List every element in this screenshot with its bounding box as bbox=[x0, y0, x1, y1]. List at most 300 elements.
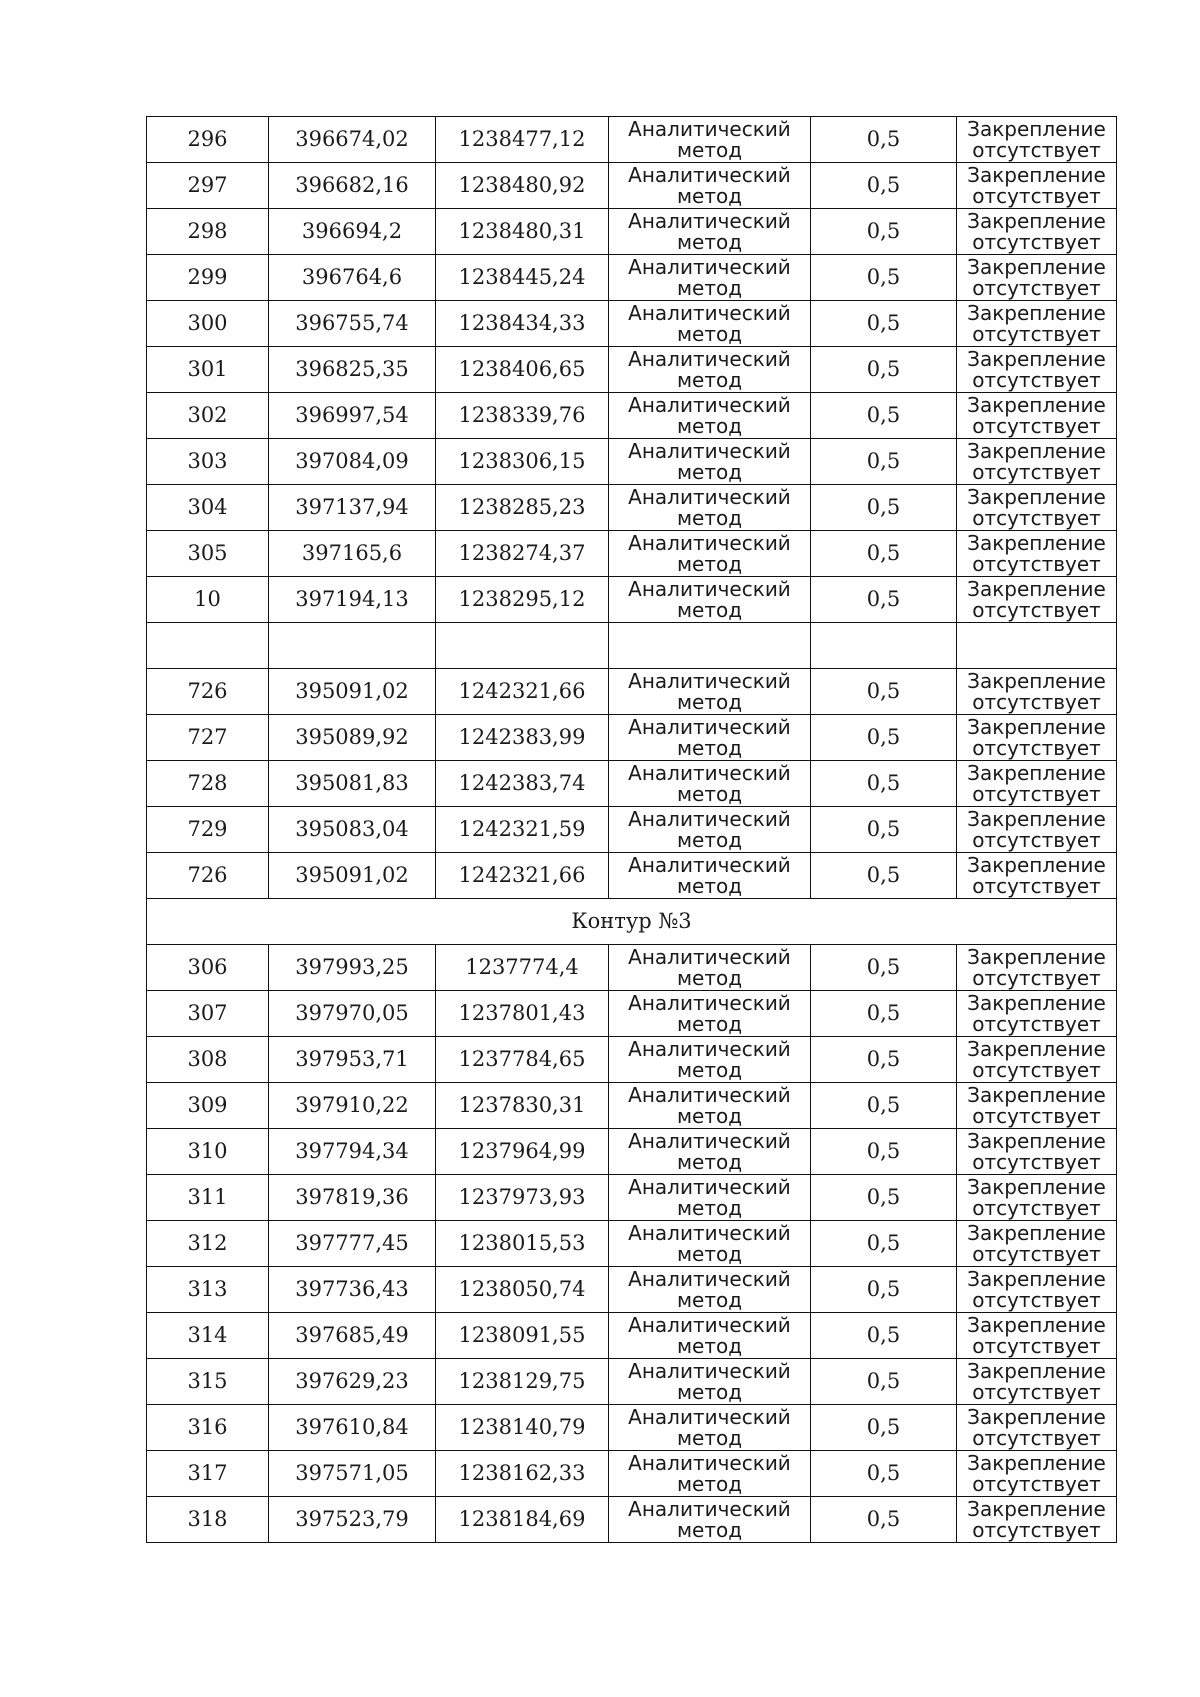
fixing-cell-line1: Закрепление bbox=[967, 1358, 1106, 1383]
fixing-cell-line2: отсутствует bbox=[972, 367, 1101, 392]
method-cell-line2: метод bbox=[676, 1195, 743, 1220]
fixing-cell bbox=[957, 945, 1117, 991]
point-number-cell bbox=[147, 1175, 269, 1221]
accuracy-cell bbox=[811, 1267, 957, 1313]
x-coordinate-cell bbox=[269, 209, 436, 255]
fixing-cell bbox=[957, 301, 1117, 347]
x-coordinate-cell bbox=[269, 577, 436, 623]
fixing-cell-line1: Закрепление bbox=[967, 668, 1106, 693]
fixing-cell-line1: Закрепление bbox=[967, 760, 1106, 785]
accuracy-cell-value: 0,5 bbox=[866, 1461, 901, 1485]
method-cell-line2: метод bbox=[676, 137, 743, 162]
point-number-cell bbox=[147, 1451, 269, 1497]
fixing-cell bbox=[957, 1313, 1117, 1359]
accuracy-cell bbox=[811, 1037, 957, 1083]
point-number-cell bbox=[147, 163, 269, 209]
fixing-cell-line1: Закрепление bbox=[967, 806, 1106, 831]
fixing-cell-line1: Закрепление bbox=[967, 300, 1106, 325]
method-cell bbox=[609, 1175, 811, 1221]
x-coordinate-cell bbox=[269, 1221, 436, 1267]
y-coordinate-cell-value: 1237973,93 bbox=[458, 1185, 586, 1209]
method-cell-line1: Аналитический bbox=[628, 990, 791, 1015]
method-cell-line2: метод bbox=[676, 413, 743, 438]
fixing-cell-line1: Закрепление bbox=[967, 990, 1106, 1015]
table-row bbox=[147, 301, 1117, 347]
x-coordinate-cell-value: 395081,83 bbox=[295, 771, 409, 795]
fixing-cell bbox=[957, 1359, 1117, 1405]
point-number-cell bbox=[147, 853, 269, 899]
y-coordinate-cell bbox=[436, 1405, 609, 1451]
fixing-cell-line2: отсутствует bbox=[972, 965, 1101, 990]
y-coordinate-cell bbox=[436, 1175, 609, 1221]
method-cell bbox=[609, 1405, 811, 1451]
fixing-cell-line1: Закрепление bbox=[967, 1266, 1106, 1291]
point-number-cell-value: 315 bbox=[187, 1369, 228, 1393]
fixing-cell-line1: Закрепление bbox=[967, 484, 1106, 509]
method-cell bbox=[609, 117, 811, 163]
method-cell-line1: Аналитический bbox=[628, 714, 791, 739]
table-row bbox=[147, 577, 1117, 623]
fixing-cell-line2: отсутствует bbox=[972, 1195, 1101, 1220]
y-coordinate-cell bbox=[436, 1313, 609, 1359]
x-coordinate-cell bbox=[269, 531, 436, 577]
point-number-cell-value: 728 bbox=[187, 771, 228, 795]
point-number-cell bbox=[147, 761, 269, 807]
y-coordinate-cell-value: 1238162,33 bbox=[458, 1461, 586, 1485]
accuracy-cell-value: 0,5 bbox=[866, 771, 901, 795]
fixing-cell-line2: отсутствует bbox=[972, 413, 1101, 438]
y-coordinate-cell-value: 1238184,69 bbox=[458, 1507, 586, 1531]
y-coordinate-cell bbox=[436, 255, 609, 301]
accuracy-cell-value: 0,5 bbox=[866, 679, 901, 703]
method-cell-line1: Аналитический bbox=[628, 1358, 791, 1383]
accuracy-cell-value: 0,5 bbox=[866, 173, 901, 197]
accuracy-cell bbox=[811, 439, 957, 485]
point-number-cell-value: 306 bbox=[187, 955, 228, 979]
fixing-cell-line2: отсутствует bbox=[972, 1517, 1101, 1542]
table-row bbox=[147, 209, 1117, 255]
accuracy-cell bbox=[811, 1083, 957, 1129]
x-coordinate-cell-value: 395083,04 bbox=[295, 817, 409, 841]
accuracy-cell bbox=[811, 1313, 957, 1359]
method-cell bbox=[609, 209, 811, 255]
method-cell bbox=[609, 347, 811, 393]
method-cell-line1: Аналитический bbox=[628, 1312, 791, 1337]
method-cell-line1: Аналитический bbox=[628, 1220, 791, 1245]
method-cell-line2: метод bbox=[676, 1103, 743, 1128]
fixing-cell bbox=[957, 117, 1117, 163]
fixing-cell-line2: отсутствует bbox=[972, 689, 1101, 714]
method-cell-line2: метод bbox=[676, 229, 743, 254]
method-cell-line2: метод bbox=[676, 1241, 743, 1266]
y-coordinate-cell-value: 1242321,66 bbox=[458, 679, 586, 703]
y-coordinate-cell-value: 1238015,53 bbox=[458, 1231, 586, 1255]
x-coordinate-cell-value: 397610,84 bbox=[295, 1415, 409, 1439]
fixing-cell bbox=[957, 1267, 1117, 1313]
accuracy-cell bbox=[811, 715, 957, 761]
method-cell-line1: Аналитический bbox=[628, 806, 791, 831]
fixing-cell-line1: Закрепление bbox=[967, 576, 1106, 601]
fixing-cell bbox=[957, 715, 1117, 761]
accuracy-cell-value: 0,5 bbox=[866, 1277, 901, 1301]
y-coordinate-cell bbox=[436, 439, 609, 485]
table-row bbox=[147, 991, 1117, 1037]
accuracy-cell bbox=[811, 301, 957, 347]
x-coordinate-cell-value: 396694,2 bbox=[301, 219, 403, 243]
table-row bbox=[147, 531, 1117, 577]
table-row bbox=[147, 1175, 1117, 1221]
fixing-cell-line2: отсутствует bbox=[972, 1149, 1101, 1174]
y-coordinate-cell bbox=[436, 761, 609, 807]
method-cell-line2: метод bbox=[676, 827, 743, 852]
x-coordinate-cell bbox=[269, 1359, 436, 1405]
accuracy-cell bbox=[811, 1175, 957, 1221]
fixing-cell-line1: Закрепление bbox=[967, 852, 1106, 877]
fixing-cell bbox=[957, 807, 1117, 853]
accuracy-cell bbox=[811, 1129, 957, 1175]
fixing-cell bbox=[957, 255, 1117, 301]
x-coordinate-cell-value: 396682,16 bbox=[295, 173, 409, 197]
x-coordinate-cell-value: 397953,71 bbox=[295, 1047, 409, 1071]
y-coordinate-cell-value: 1238306,15 bbox=[458, 449, 586, 473]
accuracy-cell-value: 0,5 bbox=[866, 1507, 901, 1531]
x-coordinate-cell-value: 397629,23 bbox=[295, 1369, 409, 1393]
x-coordinate-cell-value: 397777,45 bbox=[295, 1231, 409, 1255]
point-number-cell bbox=[147, 393, 269, 439]
fixing-cell-line2: отсутствует bbox=[972, 275, 1101, 300]
method-cell-line2: метод bbox=[676, 1149, 743, 1174]
method-cell-line2: метод bbox=[676, 1011, 743, 1036]
x-coordinate-cell-value: 397165,6 bbox=[301, 541, 403, 565]
method-cell bbox=[609, 761, 811, 807]
blank-cell bbox=[609, 623, 811, 669]
method-cell-line1: Аналитический bbox=[628, 484, 791, 509]
x-coordinate-cell-value: 396825,35 bbox=[295, 357, 409, 381]
x-coordinate-cell bbox=[269, 485, 436, 531]
x-coordinate-cell bbox=[269, 669, 436, 715]
table-row bbox=[147, 1037, 1117, 1083]
accuracy-cell bbox=[811, 163, 957, 209]
method-cell bbox=[609, 1037, 811, 1083]
point-number-cell-value: 302 bbox=[187, 403, 228, 427]
fixing-cell-line1: Закрепление bbox=[967, 254, 1106, 279]
blank-cell bbox=[147, 623, 269, 669]
method-cell bbox=[609, 853, 811, 899]
accuracy-cell-value: 0,5 bbox=[866, 955, 901, 979]
x-coordinate-cell bbox=[269, 945, 436, 991]
method-cell-line1: Аналитический bbox=[628, 576, 791, 601]
method-cell bbox=[609, 485, 811, 531]
y-coordinate-cell-value: 1238480,31 bbox=[458, 219, 586, 243]
x-coordinate-cell-value: 396674,02 bbox=[295, 127, 409, 151]
fixing-cell bbox=[957, 1405, 1117, 1451]
fixing-cell-line1: Закрепление bbox=[967, 1404, 1106, 1429]
point-number-cell-value: 308 bbox=[187, 1047, 228, 1071]
y-coordinate-cell bbox=[436, 393, 609, 439]
point-number-cell-value: 310 bbox=[187, 1139, 228, 1163]
point-number-cell-value: 317 bbox=[187, 1461, 228, 1485]
point-number-cell-value: 316 bbox=[187, 1415, 228, 1439]
fixing-cell bbox=[957, 1083, 1117, 1129]
table-row bbox=[147, 1129, 1117, 1175]
accuracy-cell bbox=[811, 1221, 957, 1267]
fixing-cell-line1: Закрепление bbox=[967, 1174, 1106, 1199]
method-cell-line1: Аналитический bbox=[628, 1266, 791, 1291]
accuracy-cell-value: 0,5 bbox=[866, 495, 901, 519]
y-coordinate-cell-value: 1237801,43 bbox=[458, 1001, 586, 1025]
point-number-cell bbox=[147, 807, 269, 853]
x-coordinate-cell-value: 395089,92 bbox=[295, 725, 409, 749]
fixing-cell-line2: отсутствует bbox=[972, 827, 1101, 852]
table-row bbox=[147, 669, 1117, 715]
y-coordinate-cell-value: 1238406,65 bbox=[458, 357, 586, 381]
point-number-cell-value: 311 bbox=[187, 1185, 228, 1209]
table-row bbox=[147, 347, 1117, 393]
point-number-cell bbox=[147, 301, 269, 347]
point-number-cell bbox=[147, 485, 269, 531]
method-cell-line1: Аналитический bbox=[628, 116, 791, 141]
point-number-cell bbox=[147, 715, 269, 761]
x-coordinate-cell bbox=[269, 807, 436, 853]
method-cell-line2: метод bbox=[676, 1517, 743, 1542]
fixing-cell bbox=[957, 1129, 1117, 1175]
fixing-cell-line1: Закрепление bbox=[967, 944, 1106, 969]
accuracy-cell-value: 0,5 bbox=[866, 1001, 901, 1025]
y-coordinate-cell-value: 1237784,65 bbox=[458, 1047, 586, 1071]
x-coordinate-cell bbox=[269, 1037, 436, 1083]
y-coordinate-cell-value: 1238445,24 bbox=[458, 265, 586, 289]
y-coordinate-cell bbox=[436, 1359, 609, 1405]
table-row bbox=[147, 1221, 1117, 1267]
fixing-cell bbox=[957, 163, 1117, 209]
x-coordinate-cell-value: 396997,54 bbox=[295, 403, 409, 427]
fixing-cell bbox=[957, 991, 1117, 1037]
method-cell-line1: Аналитический bbox=[628, 162, 791, 187]
table-row bbox=[147, 1267, 1117, 1313]
fixing-cell bbox=[957, 1497, 1117, 1543]
table-row bbox=[147, 1451, 1117, 1497]
x-coordinate-cell bbox=[269, 853, 436, 899]
y-coordinate-cell-value: 1242321,59 bbox=[458, 817, 586, 841]
fixing-cell bbox=[957, 853, 1117, 899]
y-coordinate-cell-value: 1238050,74 bbox=[458, 1277, 586, 1301]
method-cell-line1: Аналитический bbox=[628, 1082, 791, 1107]
table-row bbox=[147, 807, 1117, 853]
point-number-cell bbox=[147, 1129, 269, 1175]
accuracy-cell bbox=[811, 669, 957, 715]
contour-header-row bbox=[147, 899, 1117, 945]
point-number-cell bbox=[147, 439, 269, 485]
method-cell bbox=[609, 1359, 811, 1405]
accuracy-cell-value: 0,5 bbox=[866, 817, 901, 841]
blank-cell bbox=[957, 623, 1117, 669]
accuracy-cell bbox=[811, 1405, 957, 1451]
point-number-cell bbox=[147, 577, 269, 623]
fixing-cell-line2: отсутствует bbox=[972, 459, 1101, 484]
fixing-cell bbox=[957, 1175, 1117, 1221]
x-coordinate-cell bbox=[269, 393, 436, 439]
method-cell bbox=[609, 991, 811, 1037]
x-coordinate-cell-value: 397910,22 bbox=[295, 1093, 409, 1117]
accuracy-cell bbox=[811, 1359, 957, 1405]
x-coordinate-cell-value: 397736,43 bbox=[295, 1277, 409, 1301]
x-coordinate-cell-value: 397194,13 bbox=[295, 587, 409, 611]
method-cell-line2: метод bbox=[676, 1471, 743, 1496]
accuracy-cell-value: 0,5 bbox=[866, 1415, 901, 1439]
y-coordinate-cell bbox=[436, 531, 609, 577]
fixing-cell-line1: Закрепление bbox=[967, 1082, 1106, 1107]
blank-cell bbox=[436, 623, 609, 669]
y-coordinate-cell-value: 1242321,66 bbox=[458, 863, 586, 887]
fixing-cell-line2: отсутствует bbox=[972, 505, 1101, 530]
table-row bbox=[147, 761, 1117, 807]
point-number-cell bbox=[147, 1313, 269, 1359]
accuracy-cell bbox=[811, 577, 957, 623]
point-number-cell-value: 727 bbox=[187, 725, 228, 749]
method-cell bbox=[609, 1083, 811, 1129]
y-coordinate-cell bbox=[436, 117, 609, 163]
method-cell-line2: метод bbox=[676, 275, 743, 300]
method-cell-line1: Аналитический bbox=[628, 346, 791, 371]
fixing-cell-line2: отсутствует bbox=[972, 1011, 1101, 1036]
fixing-cell-line2: отсутствует bbox=[972, 551, 1101, 576]
fixing-cell-line1: Закрепление bbox=[967, 116, 1106, 141]
accuracy-cell-value: 0,5 bbox=[866, 219, 901, 243]
method-cell-line1: Аналитический bbox=[628, 944, 791, 969]
coordinates-table-body bbox=[147, 117, 1117, 1543]
accuracy-cell bbox=[811, 209, 957, 255]
accuracy-cell-value: 0,5 bbox=[866, 587, 901, 611]
point-number-cell-value: 305 bbox=[187, 541, 228, 565]
fixing-cell bbox=[957, 485, 1117, 531]
fixing-cell-line1: Закрепление bbox=[967, 346, 1106, 371]
method-cell-line2: метод bbox=[676, 1333, 743, 1358]
x-coordinate-cell-value: 396764,6 bbox=[301, 265, 403, 289]
method-cell-line2: метод bbox=[676, 551, 743, 576]
fixing-cell-line1: Закрепление bbox=[967, 162, 1106, 187]
y-coordinate-cell bbox=[436, 163, 609, 209]
method-cell-line1: Аналитический bbox=[628, 392, 791, 417]
y-coordinate-cell-value: 1238129,75 bbox=[458, 1369, 586, 1393]
x-coordinate-cell-value: 397084,09 bbox=[295, 449, 409, 473]
point-number-cell-value: 10 bbox=[194, 587, 221, 611]
method-cell bbox=[609, 439, 811, 485]
y-coordinate-cell-value: 1237830,31 bbox=[458, 1093, 586, 1117]
y-coordinate-cell bbox=[436, 1037, 609, 1083]
blank-cell bbox=[811, 623, 957, 669]
y-coordinate-cell bbox=[436, 209, 609, 255]
method-cell-line2: метод bbox=[676, 1425, 743, 1450]
y-coordinate-cell-value: 1238477,12 bbox=[458, 127, 586, 151]
accuracy-cell-value: 0,5 bbox=[866, 357, 901, 381]
y-coordinate-cell-value: 1238434,33 bbox=[458, 311, 586, 335]
fixing-cell-line2: отсутствует bbox=[972, 1471, 1101, 1496]
y-coordinate-cell bbox=[436, 1267, 609, 1313]
method-cell-line2: метод bbox=[676, 367, 743, 392]
blank-cell bbox=[269, 623, 436, 669]
point-number-cell-value: 729 bbox=[187, 817, 228, 841]
fixing-cell bbox=[957, 347, 1117, 393]
accuracy-cell bbox=[811, 255, 957, 301]
point-number-cell bbox=[147, 1037, 269, 1083]
point-number-cell bbox=[147, 991, 269, 1037]
accuracy-cell-value: 0,5 bbox=[866, 863, 901, 887]
method-cell-line2: метод bbox=[676, 1287, 743, 1312]
method-cell-line2: метод bbox=[676, 873, 743, 898]
method-cell-line2: метод bbox=[676, 321, 743, 346]
y-coordinate-cell-value: 1238295,12 bbox=[458, 587, 586, 611]
accuracy-cell-value: 0,5 bbox=[866, 1323, 901, 1347]
table-row bbox=[147, 117, 1117, 163]
x-coordinate-cell-value: 397794,34 bbox=[295, 1139, 409, 1163]
accuracy-cell bbox=[811, 531, 957, 577]
fixing-cell bbox=[957, 1221, 1117, 1267]
fixing-cell-line2: отсутствует bbox=[972, 321, 1101, 346]
table-row bbox=[147, 255, 1117, 301]
point-number-cell bbox=[147, 1359, 269, 1405]
y-coordinate-cell-value: 1238274,37 bbox=[458, 541, 586, 565]
y-coordinate-cell-value: 1242383,99 bbox=[458, 725, 586, 749]
accuracy-cell bbox=[811, 991, 957, 1037]
x-coordinate-cell-value: 395091,02 bbox=[295, 679, 409, 703]
y-coordinate-cell bbox=[436, 1451, 609, 1497]
method-cell bbox=[609, 163, 811, 209]
table-row bbox=[147, 1359, 1117, 1405]
y-coordinate-cell bbox=[436, 715, 609, 761]
point-number-cell-value: 726 bbox=[187, 679, 228, 703]
accuracy-cell-value: 0,5 bbox=[866, 1139, 901, 1163]
method-cell-line1: Аналитический bbox=[628, 438, 791, 463]
method-cell-line1: Аналитический bbox=[628, 1036, 791, 1061]
point-number-cell-value: 309 bbox=[187, 1093, 228, 1117]
contour-title: Контур №3 bbox=[147, 899, 1117, 945]
accuracy-cell-value: 0,5 bbox=[866, 541, 901, 565]
fixing-cell bbox=[957, 1451, 1117, 1497]
accuracy-cell bbox=[811, 393, 957, 439]
y-coordinate-cell bbox=[436, 1221, 609, 1267]
x-coordinate-cell bbox=[269, 715, 436, 761]
accuracy-cell-value: 0,5 bbox=[866, 311, 901, 335]
method-cell bbox=[609, 1129, 811, 1175]
x-coordinate-cell-value: 397571,05 bbox=[295, 1461, 409, 1485]
fixing-cell-line1: Закрепление bbox=[967, 438, 1106, 463]
table-row bbox=[147, 163, 1117, 209]
y-coordinate-cell bbox=[436, 301, 609, 347]
point-number-cell-value: 300 bbox=[187, 311, 228, 335]
accuracy-cell bbox=[811, 761, 957, 807]
y-coordinate-cell-value: 1238285,23 bbox=[458, 495, 586, 519]
point-number-cell bbox=[147, 1221, 269, 1267]
point-number-cell bbox=[147, 209, 269, 255]
method-cell-line2: метод bbox=[676, 597, 743, 622]
point-number-cell bbox=[147, 1267, 269, 1313]
table-row bbox=[147, 1405, 1117, 1451]
method-cell-line1: Аналитический bbox=[628, 1128, 791, 1153]
accuracy-cell-value: 0,5 bbox=[866, 725, 901, 749]
x-coordinate-cell bbox=[269, 1129, 436, 1175]
accuracy-cell bbox=[811, 807, 957, 853]
method-cell-line1: Аналитический bbox=[628, 1174, 791, 1199]
fixing-cell-line1: Закрепление bbox=[967, 208, 1106, 233]
point-number-cell bbox=[147, 669, 269, 715]
method-cell-line1: Аналитический bbox=[628, 530, 791, 555]
table-row bbox=[147, 1083, 1117, 1129]
x-coordinate-cell bbox=[269, 991, 436, 1037]
fixing-cell-line2: отсутствует bbox=[972, 137, 1101, 162]
y-coordinate-cell-value: 1237774,4 bbox=[465, 955, 579, 979]
table-row bbox=[147, 945, 1117, 991]
fixing-cell-line2: отсутствует bbox=[972, 781, 1101, 806]
